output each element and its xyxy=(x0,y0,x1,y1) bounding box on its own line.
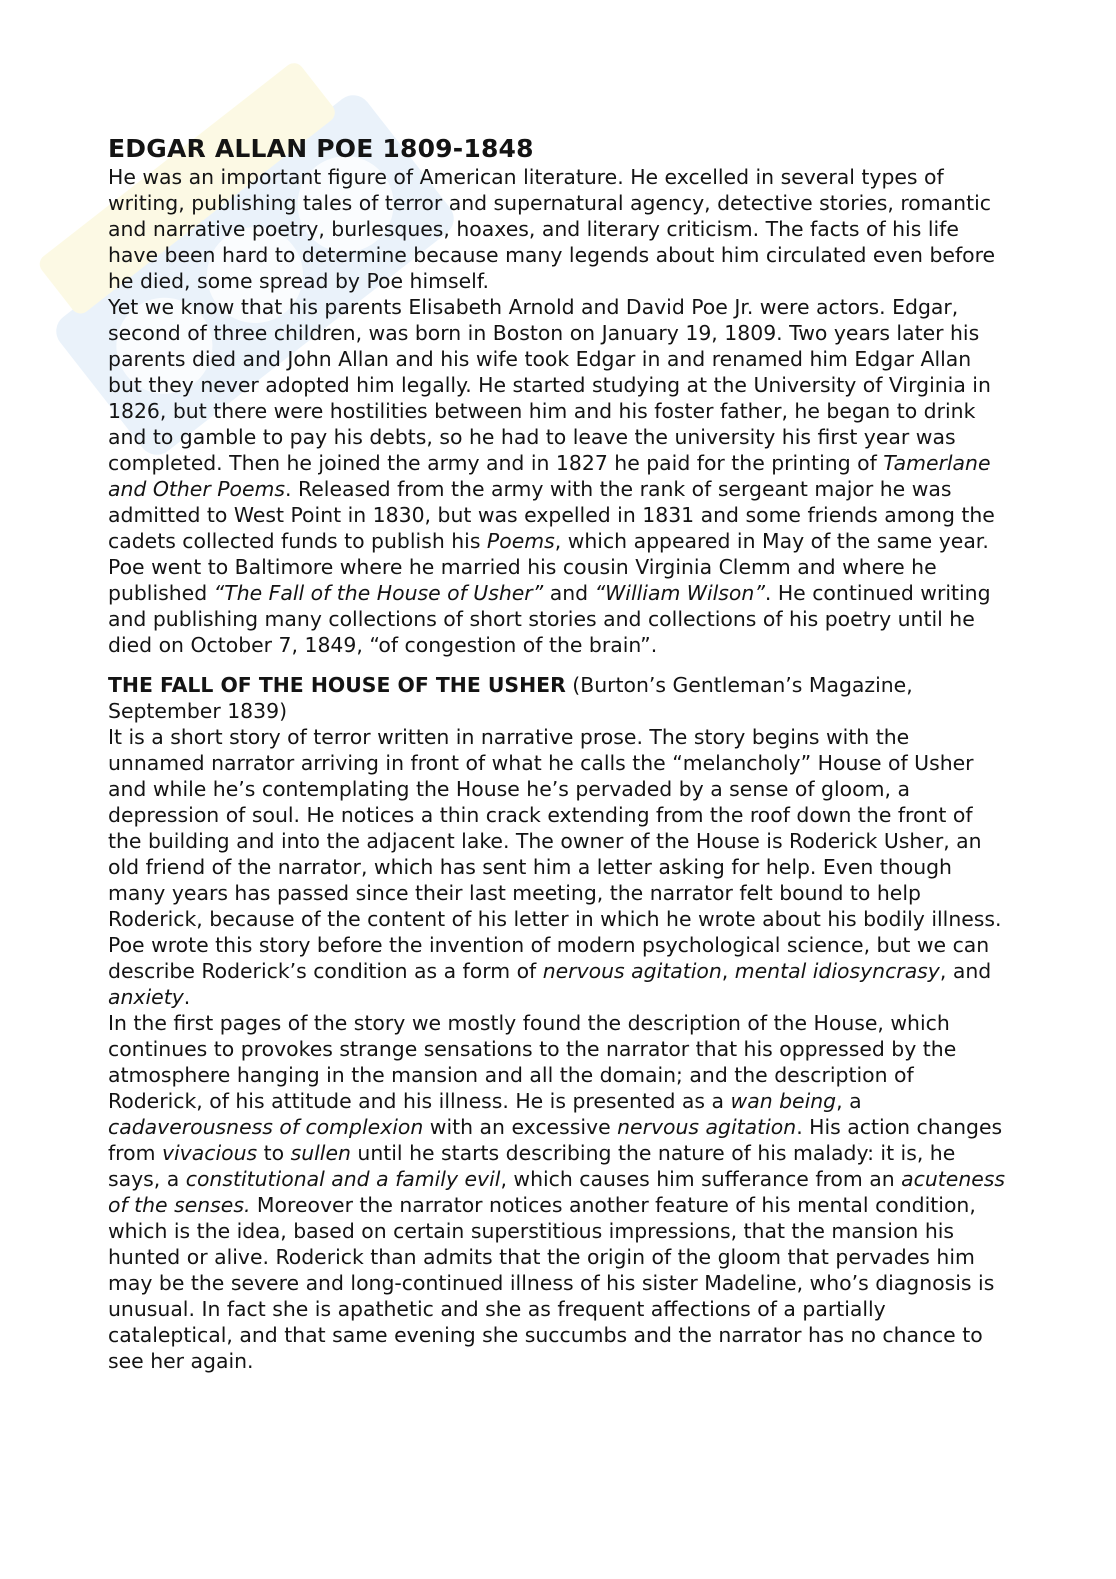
italic-term: wan being xyxy=(730,1089,837,1113)
bio-paragraph-1: He was an important figure of American literature. He excelled in several types of writing, publishing tales of terror and supernatural agency, detective stories, romantic and narrative poetry, burlesques, hoaxes, and literary criticism. The facts of his life have been hard to determine because many legends about him circulated even before he died, some spread by Poe himself. xyxy=(108,165,996,293)
text-run: , and xyxy=(939,959,992,983)
text-run: , xyxy=(721,959,735,983)
section-gap xyxy=(108,658,1008,672)
text-run: In the first pages of the story we mostly found the description of the House, which continues to provokes strange sensations to the narrator that his oppressed by the atmosphere hanging in the mansion and all the domain; and the description of Roderick, of his attitude and his illness. He is presented as a xyxy=(108,1011,957,1113)
section-source: (Burton’s Gentleman’s Magazine, September 1839) xyxy=(108,673,913,723)
text-run: It is a short story of terror written in narrative prose. The story begins with the unnamed narrator arriving in front of what he calls the “melancholy” House of Usher and while he’s contemplating the House he’s pervaded by a sense of gloom, a depression of soul. He notices a thin crack extending from the roof down the front of the building and into the adjacent lake. The owner of the House is Roderick Usher, an old friend of the narrator, which has sent him a letter asking for help. Even though many years has passed since their last meeting, the narrator felt bound to help Roderick, because of the content of his letter in which he wrote about his bodily illness. Poe wrote this story before the invention of modern psychological science, but we can describe Roderick’s condition as a form of xyxy=(108,725,1002,983)
italic-term: mental idiosyncrasy xyxy=(734,959,940,983)
text-run: , which appeared in May of the same year. Poe went to Baltimore where he married his cousin Virginia Clemm and where he published xyxy=(108,529,989,605)
italic-title: Poems xyxy=(486,529,555,553)
italic-term: constitutional and a family evil xyxy=(185,1167,501,1191)
italic-term: anxiety xyxy=(108,985,184,1009)
section-paragraph-1 xyxy=(108,724,1008,1010)
italic-term: nervous agitation xyxy=(542,959,722,983)
section-paragraph-2 xyxy=(108,1010,1008,1374)
text-run: until he starts describing the nature of his malady: it is, he says, a xyxy=(108,1141,956,1191)
text-run: Moreover the narrator notices another feature of his mental condition, which is the idea, based on certain superstitious impressions, that the mansion his hunted or alive. Roderick than admits that the origin of the gloom that pervades him may be the severe and long-continued illness of his sister Madeline, who’s diagnosis is unusual. In fact she is apathetic and she as frequent affections of a partially cataleptical, and that same evening she succumbs and the narrator has no chance to see her again. xyxy=(108,1193,995,1373)
text-run: with an excessive xyxy=(423,1115,618,1139)
italic-title: “The Fall of the House of Usher” xyxy=(213,581,544,605)
text-run: . xyxy=(183,985,191,1009)
bio-paragraph-2 xyxy=(108,294,1008,658)
document-page xyxy=(108,134,1008,1374)
text-run: , which causes him sufferance from an xyxy=(500,1167,902,1191)
italic-term: nervous agitation xyxy=(617,1115,797,1139)
page-title: EDGAR ALLAN POE 1809-1848 xyxy=(108,134,534,163)
italic-term: vivacious xyxy=(161,1141,258,1165)
text-run: Yet we know that his parents Elisabeth Arnold and David Poe Jr. were actors. Edgar, second of three children, was born in Boston on January 19, 1809. Two years later his parents died and John Allan and his wife took Edgar in and renamed him Edgar Allan but they never adopted him legally. He started studying at the University of Virginia in 1826, but there were hostilities between him and his foster father, he began to drink and to gamble to pay his debts, so he had to leave the university his first year was completed. Then he joined the army and in 1827 he paid for the printing of xyxy=(108,295,991,475)
italic-title: “William Wilson” xyxy=(594,581,765,605)
text-run: , a xyxy=(836,1089,862,1113)
text-run: . He continued writing and publishing many collections of short stories and collections of his poetry until he died on October 7, 1849, “of congestion of the brain”. xyxy=(108,581,991,657)
text-run: to xyxy=(257,1141,291,1165)
italic-term: cadaverousness of complexion xyxy=(108,1115,424,1139)
text-run: . Released from the army with the rank of sergeant major he was admitted to West Point in 1830, but was expelled in 1831 and some friends among the cadets collected funds to publish his xyxy=(108,477,995,553)
section-heading: THE FALL OF THE HOUSE OF THE USHER xyxy=(108,673,566,697)
text-run: . His action changes from xyxy=(108,1115,1003,1165)
italic-term: sullen xyxy=(290,1141,351,1165)
italic-title: Tamerlane and Other Poems xyxy=(108,451,991,501)
italic-term: acuteness of the senses. xyxy=(108,1167,1006,1217)
text-run: and xyxy=(543,581,595,605)
